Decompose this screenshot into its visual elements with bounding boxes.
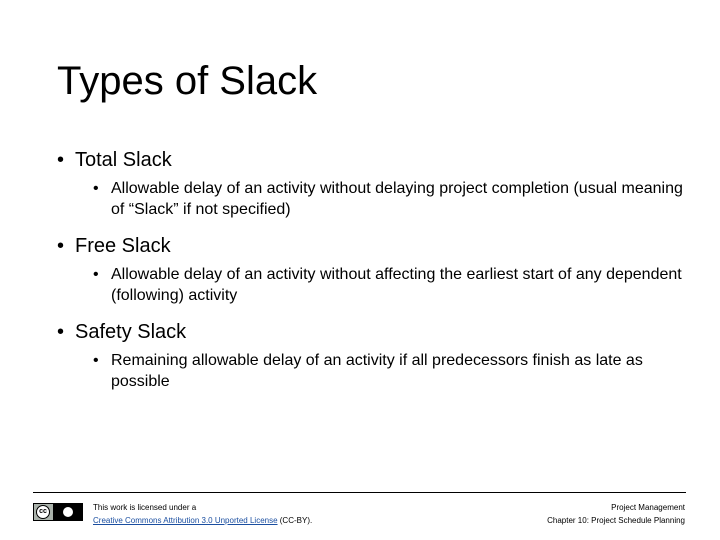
cc-by-license-badge[interactable]: [33, 503, 83, 521]
bullet-icon: •: [57, 235, 65, 257]
bullet-level-2: [93, 350, 687, 392]
bullet-label: Total Slack: [75, 149, 172, 171]
chapter-name: Chapter 10: Project Schedule Planning: [547, 516, 685, 525]
license-line: [93, 514, 312, 527]
bullet-icon: •: [57, 321, 65, 343]
bullet-icon: •: [57, 149, 65, 171]
course-name: Project Management: [611, 503, 685, 512]
slack-item-free: [57, 232, 687, 306]
attribution-icon: [53, 504, 82, 520]
footer-divider: [33, 492, 686, 493]
bullet-level-1: [57, 318, 687, 346]
bullet-label: Safety Slack: [75, 321, 187, 343]
bullet-level-1: [57, 232, 687, 260]
bullet-label: Free Slack: [75, 235, 171, 257]
course-info: [547, 501, 685, 527]
slack-item-safety: [57, 318, 687, 392]
bullet-detail: Allowable delay of an activity without delaying project completion (usual meaning of “Slack” if not specified): [111, 180, 683, 218]
license-suffix: (CC-BY).: [277, 516, 313, 525]
slide-title: Types of Slack: [57, 59, 318, 103]
bullet-level-2: [93, 178, 687, 220]
slack-item-total: [57, 146, 687, 220]
license-link[interactable]: Creative Commons Attribution 3.0 Unported License: [93, 516, 278, 525]
license-notice: [93, 501, 312, 527]
slide-content: [57, 146, 687, 404]
bullet-icon: •: [93, 266, 99, 283]
bullet-level-2: [93, 264, 687, 306]
bullet-level-1: [57, 146, 687, 174]
creative-commons-icon: cc: [36, 505, 50, 519]
license-intro: This work is licensed under a: [93, 503, 197, 512]
bullet-icon: •: [93, 352, 99, 369]
person-icon: [63, 507, 73, 517]
bullet-icon: •: [93, 180, 99, 197]
bullet-detail: Remaining allowable delay of an activity if all predecessors finish as late as possible: [111, 352, 643, 390]
bullet-detail: Allowable delay of an activity without affecting the earliest start of any dependent (following) activity: [111, 266, 682, 304]
